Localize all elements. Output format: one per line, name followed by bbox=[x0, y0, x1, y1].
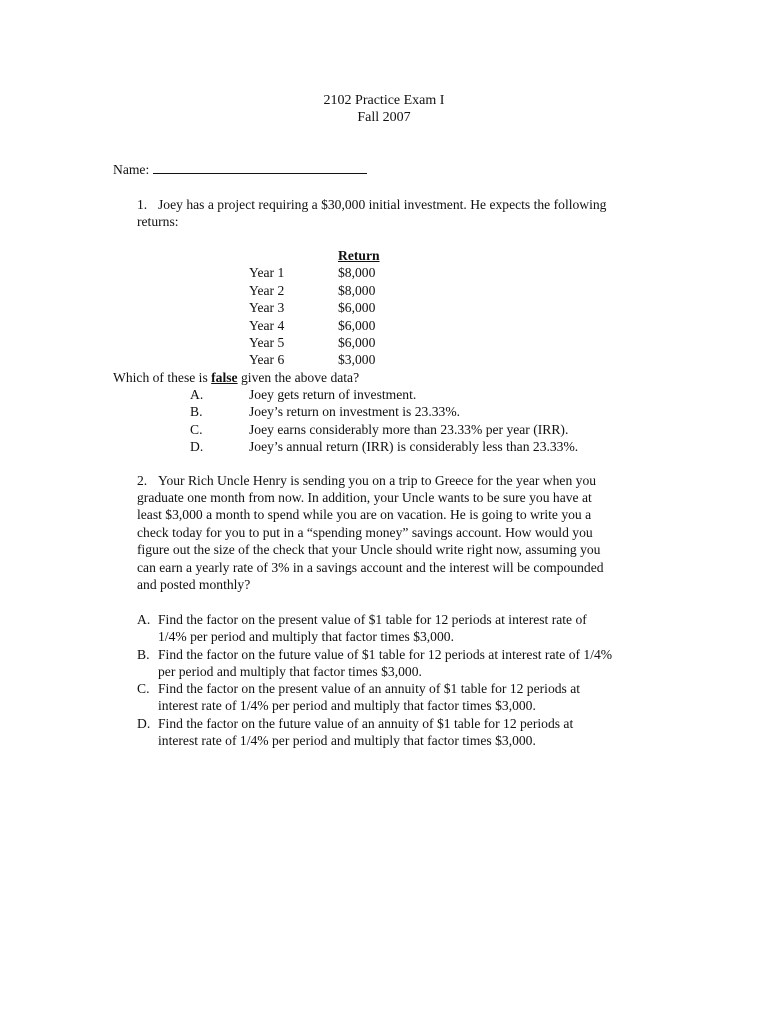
return-cell: $6,000 bbox=[338, 335, 376, 351]
return-cell: $8,000 bbox=[338, 265, 376, 281]
year-cell: Year 4 bbox=[249, 317, 285, 333]
option-text: Joey’s return on investment is 23.33%. bbox=[249, 404, 461, 419]
returns-header: Return bbox=[338, 248, 380, 263]
option-text: Find the factor on the present value of $1 table for 12 periods at interest rate of 1/4% per period and multiply that factor times $3,000. bbox=[158, 612, 587, 645]
name-blank-line bbox=[153, 161, 367, 174]
q1-prompt: Which of these is false given the above data? bbox=[113, 370, 360, 385]
year-cell: Year 1 bbox=[249, 265, 285, 281]
table-row bbox=[249, 299, 380, 316]
option-letter: C. bbox=[190, 422, 203, 437]
option-letter: A. bbox=[190, 387, 204, 402]
q2-line: least $3,000 a month to spend while you are on vacation. He is going to write you a bbox=[137, 507, 592, 523]
option-letter: D. bbox=[137, 716, 151, 731]
year-cell: Year 6 bbox=[249, 352, 285, 368]
option-text: Find the factor on the future value of an annuity of $1 table for 12 periods at interest rate of 1/4% per period and multiply that factor times $3,000. bbox=[158, 716, 574, 749]
year-cell: Year 5 bbox=[249, 335, 285, 351]
option-text: Joey’s annual return (IRR) is considerably less than 23.33%. bbox=[249, 439, 579, 454]
option-text: Find the factor on the present value of an annuity of $1 table for 12 periods at interest rate of 1/4% per period and multiply that factor times $3,000. bbox=[158, 681, 581, 714]
option-letter: B. bbox=[137, 647, 150, 662]
option-letter: A. bbox=[137, 612, 151, 627]
option-text: Joey earns considerably more than 23.33% per year (IRR). bbox=[249, 422, 569, 437]
option-text: Joey gets return of investment. bbox=[249, 387, 417, 402]
table-row bbox=[249, 264, 380, 281]
return-cell: $8,000 bbox=[338, 282, 376, 298]
table-row bbox=[249, 317, 380, 334]
q1-line: returns: bbox=[137, 214, 179, 229]
year-cell: Year 2 bbox=[249, 282, 285, 298]
exam-term: Fall 2007 bbox=[357, 110, 411, 125]
false-emphasis: false bbox=[211, 370, 238, 385]
option-letter: D. bbox=[190, 439, 204, 454]
option-letter: C. bbox=[137, 681, 150, 696]
option-text: Find the factor on the future value of $1 table for 12 periods at interest rate of 1/4% per period and multiply that factor times $3,000. bbox=[158, 647, 613, 680]
option-letter: B. bbox=[190, 404, 203, 419]
q2-line: figure out the size of the check that your Uncle should write right now, assuming you bbox=[137, 542, 601, 558]
exam-title: 2102 Practice Exam I bbox=[323, 93, 445, 108]
return-cell: $6,000 bbox=[338, 300, 376, 316]
q2-line: Your Rich Uncle Henry is sending you on a trip to Greece for the year when you bbox=[158, 473, 597, 488]
q2-text bbox=[137, 489, 604, 593]
q2-number: 2. bbox=[137, 473, 148, 488]
name-label: Name: bbox=[113, 162, 150, 177]
return-cell: $6,000 bbox=[338, 317, 376, 333]
returns-table bbox=[249, 247, 380, 369]
table-row bbox=[249, 351, 380, 368]
year-cell: Year 3 bbox=[249, 300, 285, 316]
q2-line: can earn a yearly rate of 3% in a savings account and the interest will be compounded bbox=[137, 559, 604, 575]
return-cell: $3,000 bbox=[338, 352, 376, 368]
q2-line: check today for you to put in a “spending money” savings account. How would you bbox=[137, 524, 593, 540]
q2-line: graduate one month from now. In addition, your Uncle wants to be sure you have at bbox=[137, 490, 592, 505]
q1-line: Joey has a project requiring a $30,000 initial investment. He expects the following bbox=[158, 197, 607, 212]
q1-number: 1. bbox=[137, 197, 148, 212]
name-field bbox=[113, 161, 367, 178]
q2-line: and posted monthly? bbox=[137, 577, 251, 593]
table-row bbox=[249, 334, 380, 351]
table-row bbox=[249, 282, 380, 299]
q1-text bbox=[158, 196, 606, 213]
